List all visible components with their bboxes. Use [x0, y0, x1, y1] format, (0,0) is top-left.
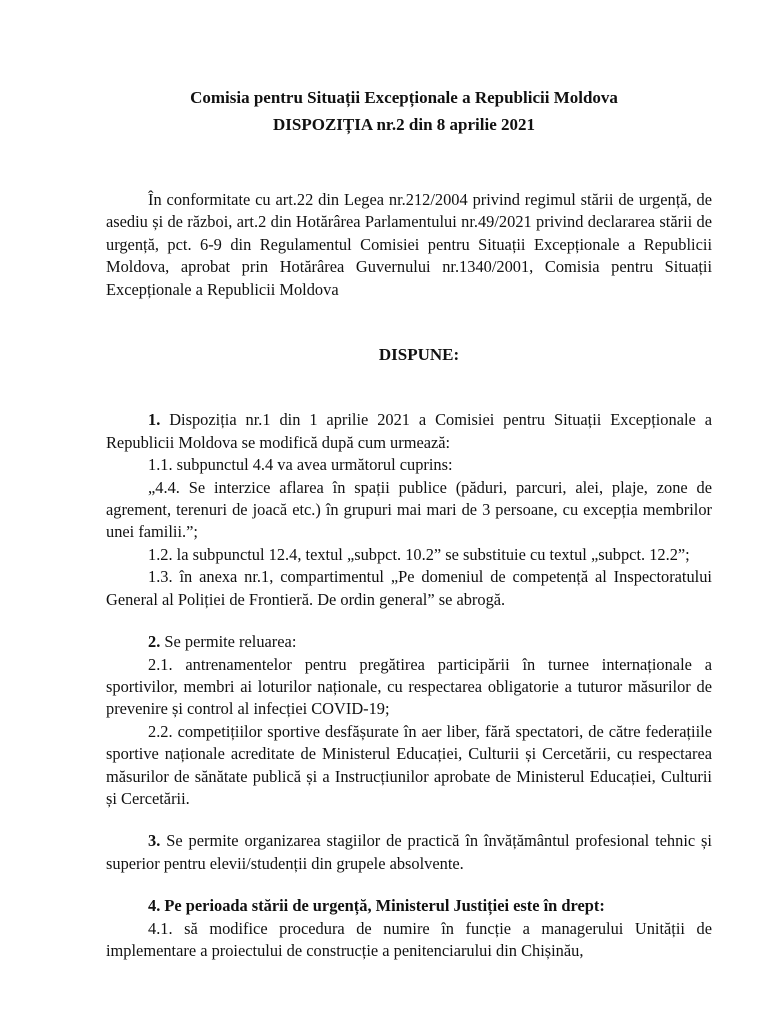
subpoint-1-2: 1.2. la subpunctul 12.4, textul „subpct. 10.2” se substituie cu textul „subpct. 12.2”;	[148, 544, 690, 564]
section-4-text: Pe perioada stării de urgență, Ministerul Justiției este în drept:	[164, 896, 605, 916]
subpoint-2-2: 2.2. competițiilor sportive desfășurate în aer liber, fără spectatori, de către federațiile sportive naționale acreditate de Ministerul Educației, Culturii și Cercetării, cu respectarea măsurilor de sănătate publică și a Instrucțiunilor aprobate de Ministerul Educației, Culturii și Cercetării.	[106, 721, 712, 808]
section-3-number: 3.	[148, 831, 161, 851]
document-body	[106, 189, 712, 962]
subpoint-1-1: 1.1. subpunctul 4.4 va avea următorul cuprins:	[148, 455, 453, 475]
disposition-title: DISPOZIȚIA nr.2 din 8 aprilie 2021	[273, 115, 535, 134]
subpoint-1-1-quote: „4.4. Se interzice aflarea în spații publice (păduri, parcuri, alei, plaje, zone de agrement, terenuri de joacă etc.) în grupuri mai mari de 3 persoane, cu excepția membrilor unei familii.”;	[106, 477, 712, 542]
subpoint-4-1: 4.1. să modifice procedura de numire în funcție a managerului Unității de implementare a proiectului de construcție a penitenciarului din Chișinău,	[106, 918, 712, 960]
section-2-text: Se permite reluarea:	[164, 632, 297, 652]
section-2-number: 2.	[148, 632, 161, 652]
section-3-text: Se permite organizarea stagiilor de practică în învățământul profesional tehnic și superior pentru elevii/studenții din grupele absolvente.	[106, 831, 712, 873]
section-4-number: 4.	[148, 896, 161, 916]
section-1	[106, 409, 712, 454]
subpoint-2-1: 2.1. antrenamentelor pentru pregătirea participării în turnee internaționale a sportivilor, membri ai loturilor naționale, cu respectarea obligatorie a tuturor măsurilor de prevenire și control al infecției COVID-19;	[106, 654, 712, 719]
section-2	[106, 631, 712, 653]
section-1-number: 1.	[148, 410, 161, 430]
section-4	[106, 895, 712, 917]
dispune-heading: DISPUNE:	[378, 345, 460, 365]
document-header	[0, 84, 768, 138]
preamble-paragraph: În conformitate cu art.22 din Legea nr.212/2004 privind regimul stării de urgență, de asediu și de război, art.2 din Hotărârea Parlamentului nr.49/2021 privind declararea stării de urgență, pct. 6-9 din Regulamentul Comisiei pentru Situații Excepționale a Republicii Moldova, aprobat prin Hotărârea Guvernului nr.1340/2001, Comisia pentru Situații Excepționale a Republicii Moldova	[106, 190, 712, 299]
section-3	[106, 830, 712, 875]
section-1-text: Dispoziția nr.1 din 1 aprilie 2021 a Comisiei pentru Situații Excepționale a Republicii Moldova se modifică după cum urmează:	[106, 410, 712, 452]
commission-title: Comisia pentru Situații Excepționale a Republicii Moldova	[190, 88, 618, 107]
subpoint-1-3: 1.3. în anexa nr.1, compartimentul „Pe domeniul de competență al Inspectoratului General al Poliției de Frontieră. De ordin general” se abrogă.	[106, 567, 712, 609]
